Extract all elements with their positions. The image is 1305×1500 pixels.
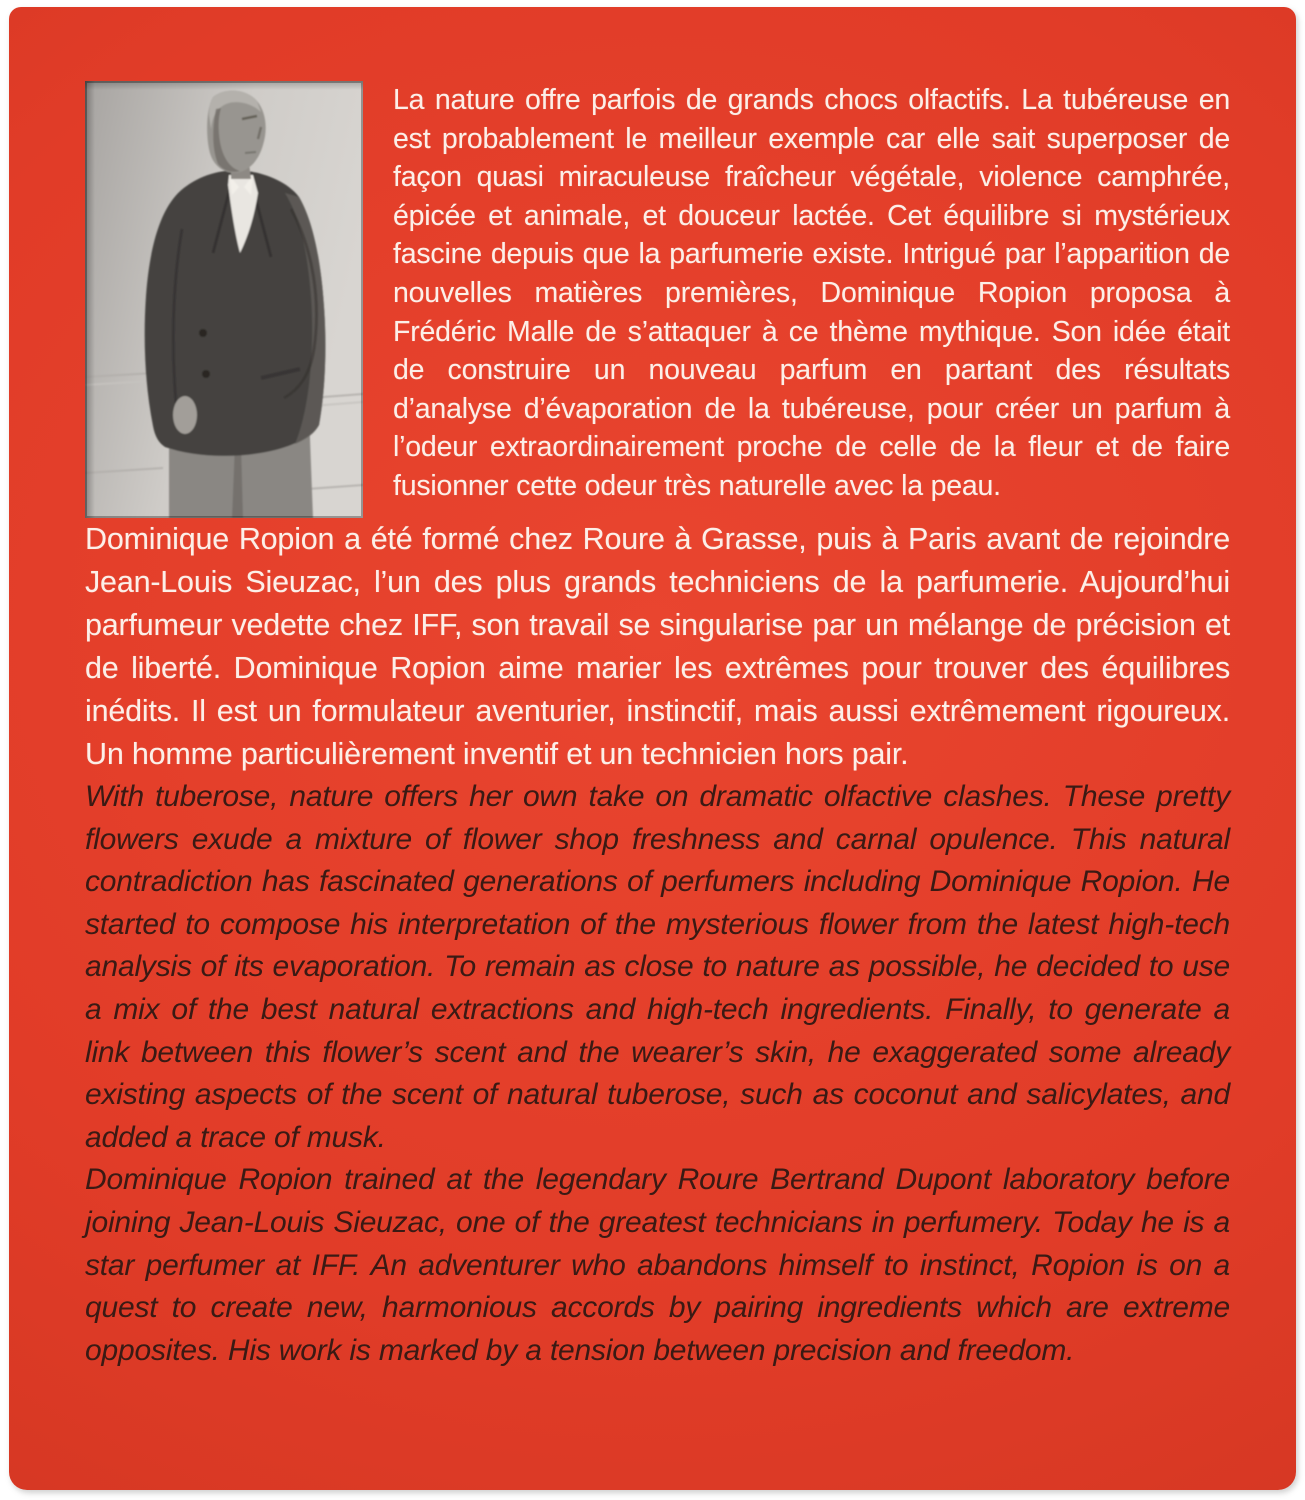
photo-and-intro-row bbox=[85, 81, 1230, 518]
french-bio-paragraph: Dominique Ropion a été formé chez Roure à Grasse, puis à Paris avant de rejoindre Jean-Louis Sieuzac, l’un des plus grands techniciens de la parfumerie. Aujourd’hui parfumeur vedette chez IFF, son travail se singularise par un mélange de précision et de liberté. Dominique Ropion aime marier les extrêmes pour trouver des équilibres inédits. Il est un formulateur aventurier, instinctif, mais aussi extrêmement rigoureux. Un homme particulièrement inventif et un technicien hors pair. bbox=[85, 522, 1230, 771]
portrait-photo-illustration bbox=[85, 81, 363, 518]
perfume-box-back-panel bbox=[9, 7, 1296, 1490]
french-intro-paragraph: La nature offre parfois de grands chocs olfactifs. La tubéreuse en est probablement le meilleur exemple car elle sait superposer de façon quasi miraculeuse fraîcheur végétale, violence camphrée, épicée et animale, et douceur lactée. Cet équilibre si mystérieux fascine depuis que la parfumerie existe. Intrigué par l’apparition de nouvelles matières premières, Dominique Ropion proposa à Frédéric Malle de s’attaquer à ce thème mythique. Son idée était de construire un nouveau parfum en partant des résultats d’analyse d’évaporation de la tubéreuse, pour créer un parfum à l’odeur extraordinairement proche de celle de la fleur et de faire fusionner cette odeur très naturelle avec la peau. bbox=[393, 84, 1230, 502]
portrait-photo bbox=[85, 81, 363, 518]
english-intro-paragraph: With tuberose, nature offers her own take on dramatic olfactive clashes. These pretty flowers exude a mixture of flower shop freshness and carnal opulence. This natural contradiction has fascinated generations of perfumers including Dominique Ropion. He started to compose his interpretation of the mysterious flower from the latest high-tech analysis of its evaporation. To remain as close to nature as possible, he decided to use a mix of the best natural extractions and high-tech ingredients. Finally, to generate a link between this flower’s scent and the wearer’s skin, he exaggerated some already existing aspects of the scent of natural tuberose, such as coconut and salicylates, and added a trace of musk. bbox=[85, 780, 1230, 1154]
english-bio-paragraph: Dominique Ropion trained at the legendary Roure Bertrand Dupont laboratory before joining Jean-Louis Sieuzac, one of the greatest technicians in perfumery. Today he is a star perfumer at IFF. An adventurer who abandons himself to instinct, Ropion is on a quest to create new, harmonious accords by pairing ingredients which are extreme opposites. His work is marked by a tension between precision and freedom. bbox=[85, 1163, 1230, 1367]
